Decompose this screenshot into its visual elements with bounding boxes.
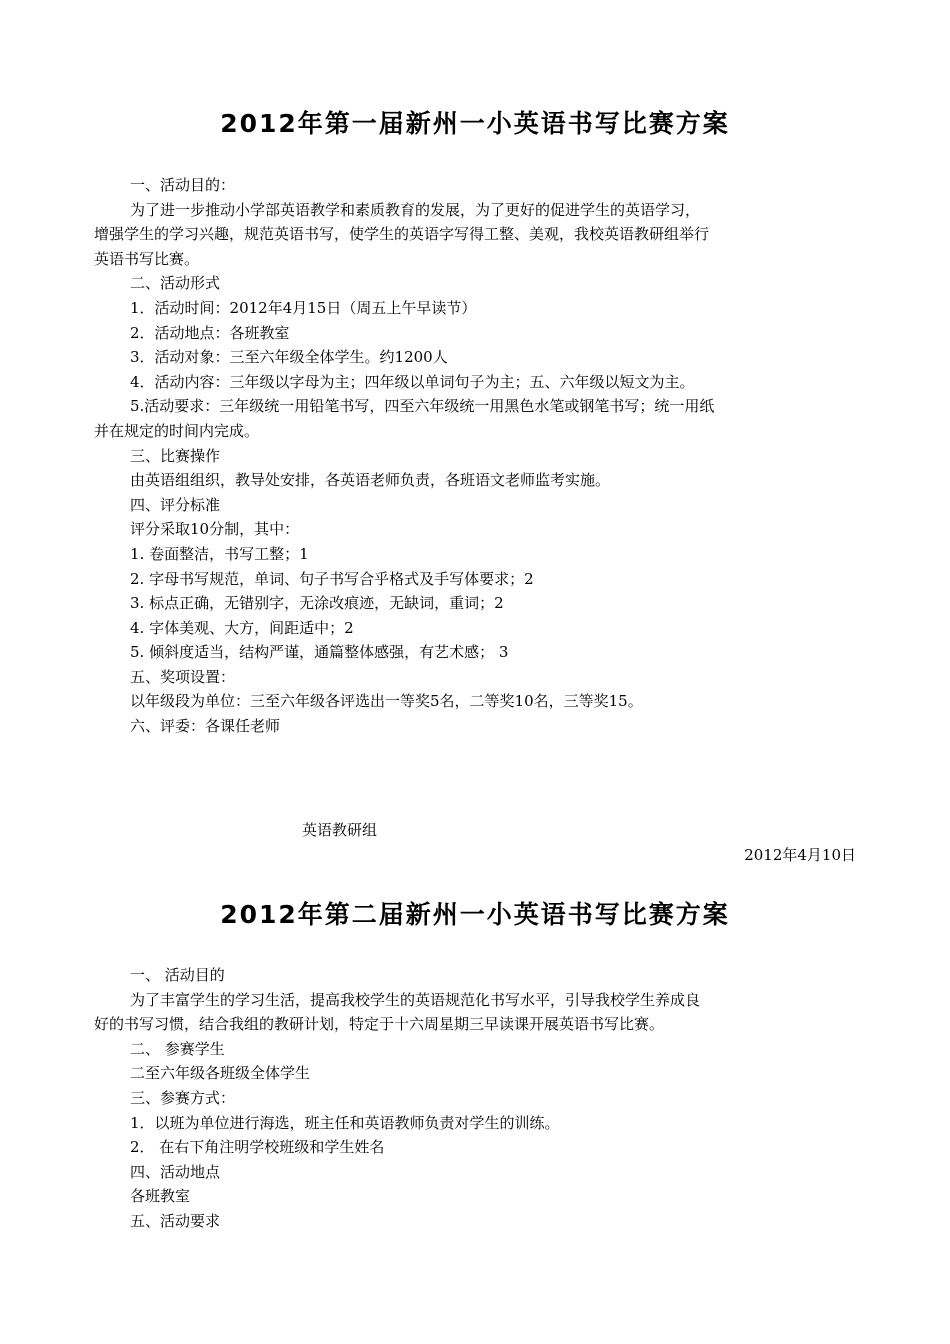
doc1-line: 评分采取10分制，其中：	[130, 520, 300, 539]
doc1-line: 四、评分标准	[130, 495, 221, 514]
doc2-line: 四、活动地点	[130, 1162, 221, 1181]
doc2-title: 2012年第二届新州一小英语书写比赛方案	[220, 900, 730, 929]
doc1-line: 英语书写比赛。	[94, 249, 200, 268]
doc1-line: 3. 标点正确，无错别字，无涂改痕迹，无缺词，重词；2	[130, 594, 504, 613]
doc2-line: 二至六年级各班级全体学生	[130, 1064, 311, 1083]
doc1-line: 三、比赛操作	[130, 446, 221, 465]
doc1-line: 二、活动形式	[130, 274, 221, 293]
doc1-line: 1．活动时间：2012年4月15日（周五上午早读节）	[130, 298, 477, 317]
doc1-line: 以年级段为单位：三至六年级各评选出一等奖5名，二等奖10名，三等奖15。	[130, 692, 643, 711]
doc1-line: 增强学生的学习兴趣，规范英语书写，使学生的英语字写得工整、美观，我校英语教研组举行	[94, 225, 710, 244]
doc1-date: 2012年4月10日	[744, 846, 856, 864]
doc1-signature: 英语教研组	[302, 821, 378, 839]
doc1-line: 3．活动对象：三至六年级全体学生。约1200人	[130, 348, 448, 367]
doc1-line: 5. 倾斜度适当，结构严谨，通篇整体感强，有艺术感； 3	[130, 643, 509, 662]
doc2-line: 一、 活动目的	[130, 966, 225, 984]
doc1-line: 五、奖项设置：	[130, 667, 236, 686]
doc2-line: 三、参赛方式：	[130, 1088, 236, 1107]
doc2-line: 五、活动要求	[130, 1211, 221, 1230]
doc1-line: 由英语组组织，教导处安排，各英语老师负责，各班语文老师监考实施。	[130, 471, 611, 490]
doc2-line: 1．以班为单位进行海选，班主任和英语教师负责对学生的训练。	[130, 1113, 560, 1132]
doc1-line: 为了进一步推动小学部英语教学和素质教育的发展，为了更好的促进学生的英语学习，	[130, 200, 701, 219]
doc2-line: 二、 参赛学生	[130, 1039, 225, 1058]
doc2-line: 为了丰富学生的学习生活，提高我校学生的英语规范化书写水平，引导我校学生养成良	[130, 990, 701, 1009]
doc1-line: 并在规定的时间内完成。	[94, 421, 260, 440]
doc1-line: 4. 字体美观、大方，间距适中；2	[130, 618, 354, 637]
doc1-line: 一、活动目的：	[130, 176, 236, 194]
doc1-title: 2012年第一届新州一小英语书写比赛方案	[220, 109, 730, 138]
doc1-line: 2．活动地点：各班教室	[130, 323, 290, 342]
doc1-line: 1. 卷面整洁，书写工整；1	[130, 544, 309, 563]
doc2-line: 各班教室	[130, 1187, 191, 1206]
doc1-body	[94, 173, 856, 739]
doc1-line: 4．活动内容：三年级以字母为主；四年级以单词句子为主；五、六年级以短文为主。	[130, 372, 695, 391]
doc2-body	[94, 963, 856, 1234]
doc2-line: 2． 在右下角注明学校班级和学生姓名	[130, 1138, 385, 1157]
doc1-line: 六、评委：各课任老师	[130, 717, 281, 736]
doc1-line: 2. 字母书写规范，单词、句子书写合乎格式及手写体要求；2	[130, 569, 534, 588]
doc2-line: 好的书写习惯，结合我组的教研计划，特定于十六周星期三早读课开展英语书写比赛。	[94, 1015, 665, 1034]
doc1-line: 5.活动要求：三年级统一用铅笔书写，四至六年级统一用黑色水笔或钢笔书写；统一用纸	[130, 397, 715, 416]
